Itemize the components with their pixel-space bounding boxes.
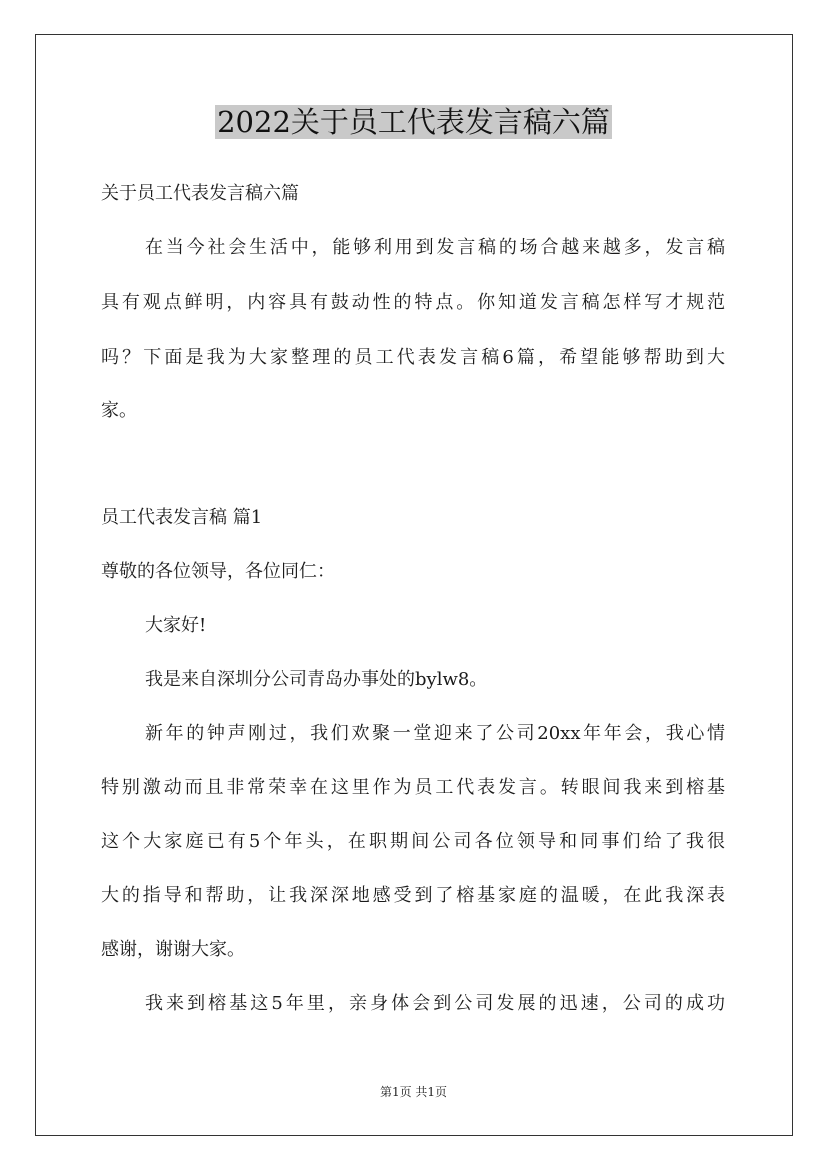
paragraph-line: 感谢，谢谢大家。 <box>101 939 245 960</box>
paragraph-line: 特别激动而且非常荣幸在这里作为员工代表发言。转眼间我来到榕基 <box>101 777 725 798</box>
paragraph-line: 这个大家庭已有5个年头，在职期间公司各位领导和同事们给了我很 <box>101 831 725 852</box>
paragraph-line: 大的指导和帮助，让我深深地感受到了榕基家庭的温暖，在此我深表 <box>101 885 725 906</box>
document-title <box>0 100 827 144</box>
paragraph-line: 具有观点鲜明，内容具有鼓动性的特点。你知道发言稿怎样写才规范 <box>101 292 725 313</box>
paragraph-line: 我是来自深圳分公司青岛办事处的bylw8。 <box>145 669 488 690</box>
document-title-text: 2022关于员工代表发言稿六篇 <box>217 105 610 139</box>
paragraph-line: 家。 <box>101 400 137 421</box>
page-footer: 第1页 共1页 <box>379 1085 448 1099</box>
paragraph-line: 新年的钟声刚过，我们欢聚一堂迎来了公司20xx年年会，我心情 <box>145 723 725 744</box>
greeting-line: 大家好! <box>145 615 207 636</box>
section-heading: 员工代表发言稿 篇1 <box>101 507 263 528</box>
paragraph-line: 在当今社会生活中，能够利用到发言稿的场合越来越多，发言稿 <box>145 237 725 258</box>
salutation-line: 尊敬的各位领导，各位同仁： <box>101 561 335 582</box>
paragraph-line: 我来到榕基这5年里，亲身体会到公司发展的迅速，公司的成功 <box>145 993 725 1014</box>
paragraph-line: 吗？下面是我为大家整理的员工代表发言稿6篇，希望能够帮助到大 <box>101 347 725 368</box>
subtitle-line: 关于员工代表发言稿六篇 <box>101 183 299 204</box>
